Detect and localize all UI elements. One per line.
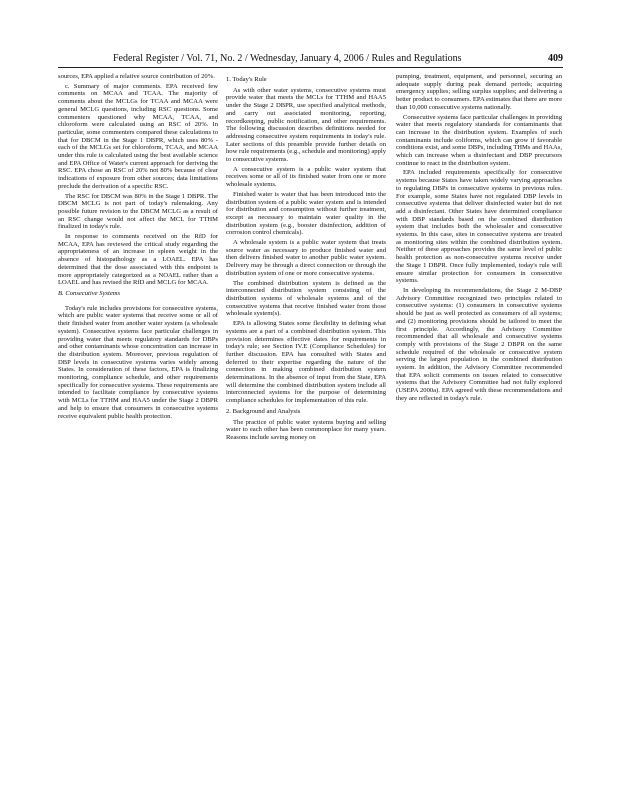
column-right bbox=[396, 73, 562, 763]
paragraph: Finished water is water that has been introduced into the distribution system of a public water system and is intended for distribution and consumption without further treatment, except as necessary to maintain water quality in the distribution system (e.g., booster disinfection, addition of corrosion control chemicals). bbox=[226, 190, 386, 237]
paragraph: A wholesale system is a public water system that treats source water as necessary to produce finished water and then delivers finished water to another public water system. Delivery may be through a direct connection or through the distribution system of one or more consecutive systems. bbox=[226, 239, 386, 277]
header-title: Federal Register / Vol. 71, No. 2 / Wednesday, January 4, 2006 / Rules and Regulations bbox=[113, 53, 462, 64]
header-rule bbox=[58, 67, 563, 68]
paragraph: A consecutive system is a public water system that receives some or all of its finished water from one or more wholesale systems. bbox=[226, 165, 386, 189]
paragraph: The practice of public water systems buying and selling water to each other has been commonplace for many years. Reasons include saving money on bbox=[226, 418, 386, 441]
paragraph: As with other water systems, consecutive systems must provide water that meets the MCLs for TTHM and HAA5 under the Stage 2 DBPR, use specified analytical methods, and carry out associated monitoring, reporting, recordkeeping, public notification, and other requirements. The following discussion describes definitions needed for addressing consecutive system requirements in today's rule. Later sections of this preamble provide further details on how rule requirements (e.g., schedule and monitoring) apply to consecutive systems. bbox=[226, 86, 386, 164]
paragraph: c. Summary of major comments. EPA received few comments on MCAA and TCAA. The majority of comments about the MCLGs for TCAA and MCAA were general MCLG questions, including RSC questions. Some commenters questioned why MCAA, TCAA, and chloroform were calculated using an RSC of 20%. In particular, some commenters compared these calculations to that for DBCM in the Stage 1 DBPR, which uses 80% - each of the MCLGs set for chloroform, TCAA, and MCAA under this rule is calculated using the best available science and EPA Office of Water's current approach for deriving the RSC. EPA chose an RSC of 20% not 80% because of clear indications of exposure from other sources; data limitations preclude the derivation of a specific RSC. bbox=[58, 82, 218, 190]
page-number: 409 bbox=[548, 53, 563, 64]
paragraph: In developing its recommendations, the Stage 2 M-DBP Advisory Committee recognized two principles related to consecutive systems: (1) consumers in consecutive systems should be just as well protected as consumers of all systems; and (2) monitoring provisions should be tailored to meet the first principle. Accordingly, the Advisory Committee recommended that all wholesale and consecutive systems comply with provisions of the Stage 2 DBPR on the same schedule required of the wholesale or consecutive system serving the largest population in the combined distribution system. In addition, the Advisory Committee recommended that EPA solicit comments on issues related to consecutive systems that the Advisory Committee had not fully explored (USEPA 2000a). EPA agreed with these recommendations and they are reflected in today's rule. bbox=[396, 286, 562, 402]
subsection-heading: 1. Today's Rule bbox=[226, 76, 267, 83]
paragraph: sources, EPA applied a relative source contribution of 20%. bbox=[58, 73, 215, 80]
column-left bbox=[58, 73, 218, 763]
section-heading: B. Consecutive Systems bbox=[58, 289, 121, 297]
paragraph: In response to comments received on the RfD for MCAA, EPA has reviewed the critical study regarding the appropriateness of an increase in spleen weight in the absence of histopathology as a LOAEL. EPA has determined that the dose associated with this endpoint is more appropriately categorized as a NOAEL rather than a LOAEL and has revised the RfD and MCLG for MCAA. bbox=[58, 233, 218, 287]
paragraph: Today's rule includes provisions for consecutive systems, which are public water systems that receive some or all of their finished water from another water system (a wholesale system). Consecutive systems face particular challenges in providing water that meets regulatory standards for DBPs and other contaminants whose concentration can increase in the distribution system. Moreover, previous regulation of DBP levels in consecutive systems varies widely among States. In consideration of these factors, EPA is finalizing monitoring, compliance schedule, and other requirements specifically for consecutive systems. These requirements are intended to facilitate compliance by consecutive systems with MCLs for TTHM and HAA5 under the Stage 2 DBPR and help to ensure that consumers in consecutive systems receive equivalent public health protection. bbox=[58, 304, 218, 420]
column-middle bbox=[226, 73, 386, 763]
paragraph: EPA included requirements specifically for consecutive systems because States have taken widely varying approaches to regulating DBPs in consecutive systems in previous rules. For example, some States have not regulated DBP levels in consecutive systems that deliver disinfected water but do not add a disinfectant. Other States have determined compliance with DBP standards based on the combined distribution system that includes both the wholesaler and consecutive systems. In this case, sites in consecutive systems are treated as monitoring sites within the combined distribution system. Neither of these approaches provides the same level of public health protection as non-consecutive systems receive under the Stage 1 DBPR. Once fully implemented, today's rule will ensure similar protection for consumers in consecutive systems. bbox=[396, 169, 562, 285]
paragraph: pumping, treatment, equipment, and personnel, securing an adequate supply during peak demand periods; acquiring emergency supplies; selling surplus supplies; and delivering a better product to consumers. EPA estimates that there are more than 10,000 consecutive systems nationally. bbox=[396, 73, 562, 111]
paragraph: EPA is allowing States some flexibility in defining what systems are a part of a combined distribution system. This provision determines effective dates for requirements in today's rule; see Section IV.E (Compliance Schedules) for further discussion. EPA has consulted with States and deferred to their expertise regarding the nature of the connection in making combined distribution system determinations. In the absence of input from the State, EPA will determine the combined distribution system include all interconnected systems for the purpose of determining compliance schedules for implementation of this rule. bbox=[226, 320, 386, 405]
subsection-heading: 2. Background and Analysis bbox=[226, 407, 301, 415]
paragraph: The RSC for DBCM was 80% in the Stage 1 DBPR. The DBCM MCLG is not part of today's rulemaking. Any possible future revision to the DBCM MCLG as a result of an RSC change would not affect the MCL for TTHM finalized in today's rule. bbox=[58, 192, 218, 231]
paragraph: The combined distribution system is defined as the interconnected distribution system consisting of the distribution systems of wholesale systems and of the consecutive systems that receive finished water from those wholesale system(s). bbox=[226, 279, 386, 318]
running-header bbox=[58, 52, 563, 66]
paragraph: Consecutive systems face particular challenges in providing water that meets regulatory standards for contaminants that can increase in the distribution system. Examples of such contaminants include coliforms, which can grow if favorable conditions exist, and some DBPs, including THMs and HAAs, which can increase when a disinfectant and DBP precursors continue to react in the distribution system. bbox=[396, 113, 562, 167]
